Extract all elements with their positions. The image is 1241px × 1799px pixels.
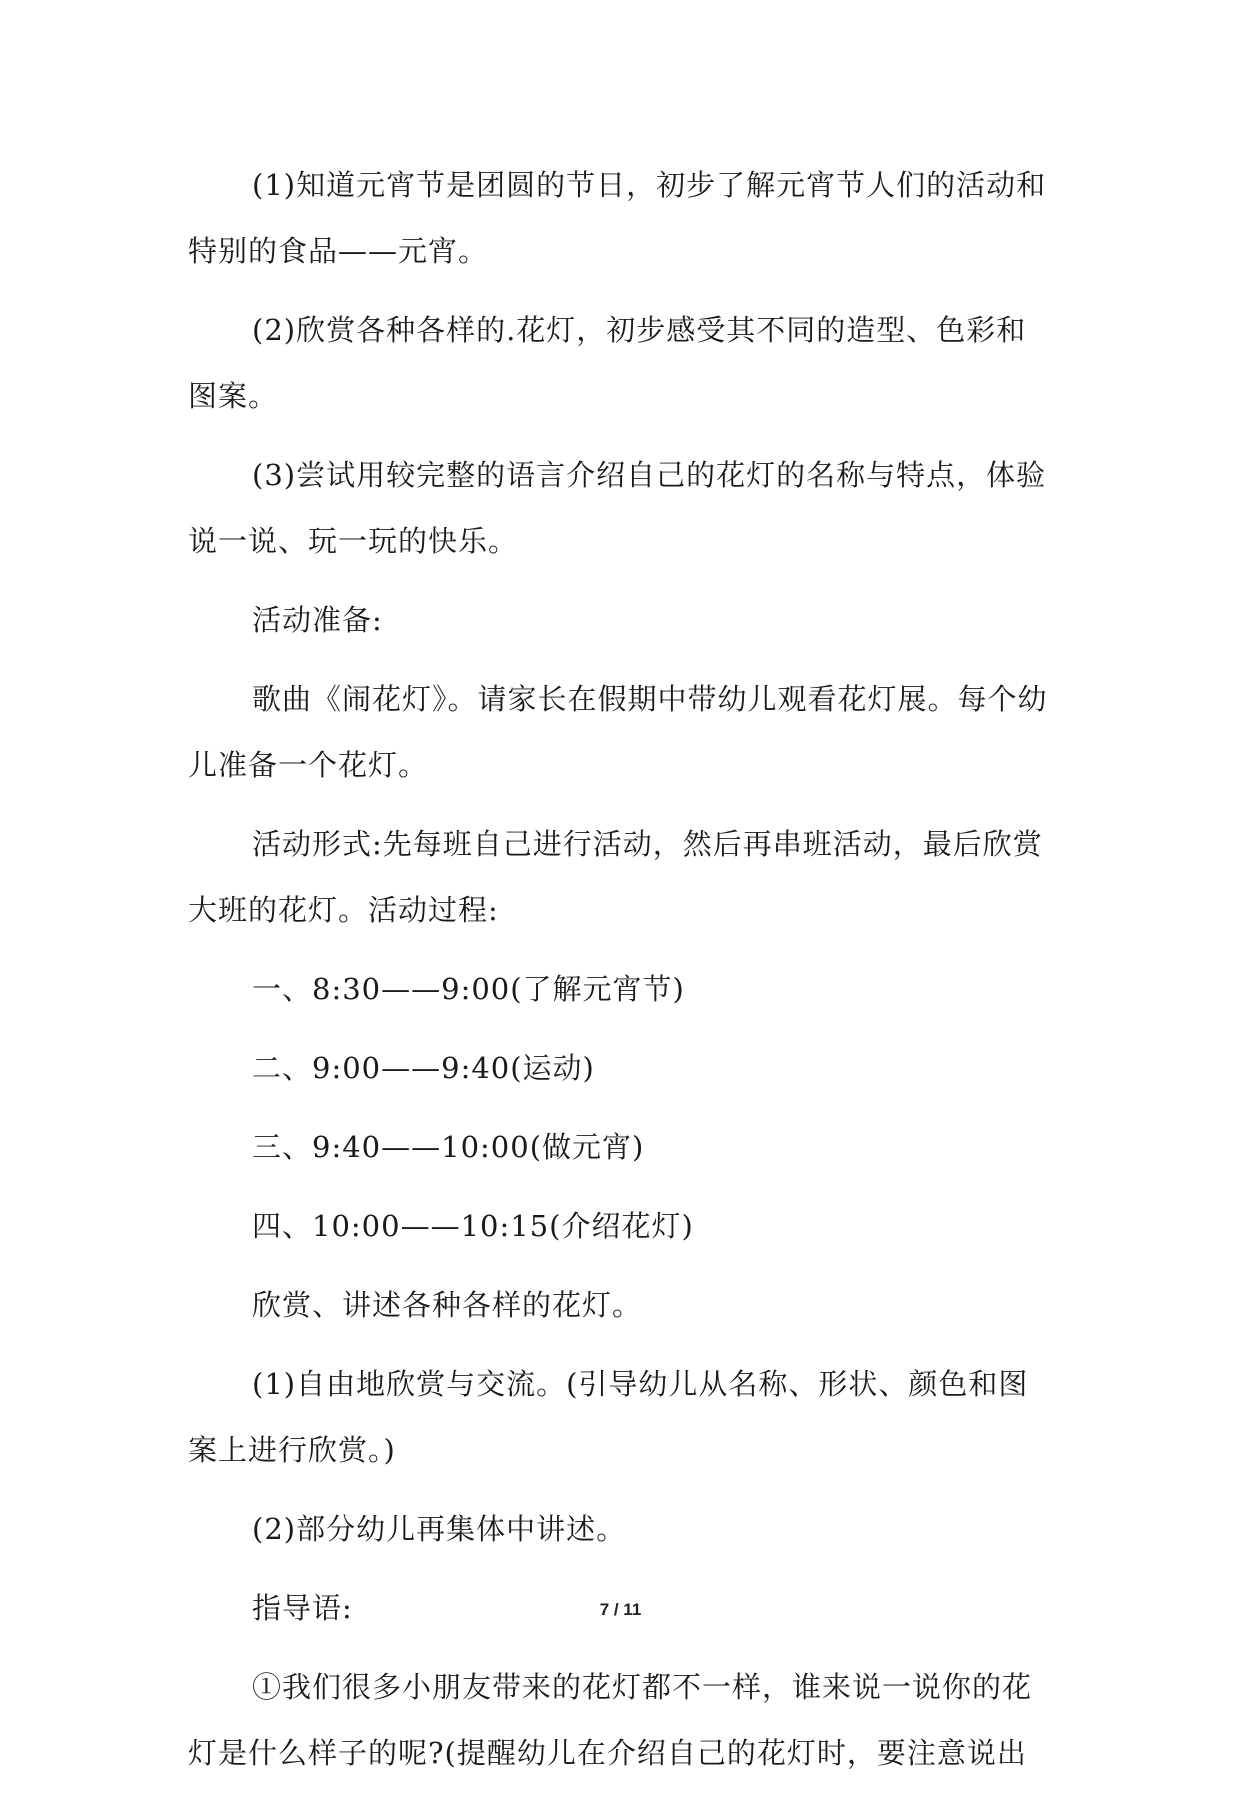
paragraph-goal-2: (2)欣赏各种各样的.花灯，初步感受其不同的造型、色彩和图案。 [188,313,1027,413]
paragraph-preparation: 歌曲《闹花灯》。请家长在假期中带幼儿观看花灯展。每个幼儿准备一个花灯。 [188,682,1048,782]
schedule-item-2: 二、9:00——9:40(运动) [252,1051,595,1085]
document-body [188,152,1056,1799]
schedule-item-1: 一、8:30——9:00(了解元宵节) [252,972,685,1006]
paragraph-preparation-heading: 活动准备: [252,603,383,637]
paragraph-goal-3: (3)尝试用较完整的语言介绍自己的花灯的名称与特点，体验说一说、玩一玩的快乐。 [188,458,1047,558]
paragraph-step-1: (1)自由地欣赏与交流。(引导幼儿从名称、形状、颜色和图案上进行欣赏。) [188,1367,1029,1467]
schedule-item-4: 四、10:00——10:15(介绍花灯) [252,1209,694,1243]
paragraph-activity-form: 活动形式:先每班自己进行活动，然后再串班活动，最后欣赏大班的花灯。活动过程: [188,827,1043,927]
paragraph-step-2: (2)部分幼儿再集体中讲述。 [252,1512,627,1546]
page-number: 7 / 11 [599,1600,642,1619]
paragraph-guidance-1: ①我们很多小朋友带来的花灯都不一样，谁来说一说你的花灯是什么样子的呢?(提醒幼儿在介绍自己的花灯时，要注意说出 [188,1670,1033,1770]
paragraph-goal-1: (1)知道元宵节是团圆的节日，初步了解元宵节人们的活动和特别的食品——元宵。 [188,168,1047,268]
paragraph-appreciation: 欣赏、讲述各种各样的花灯。 [252,1288,643,1322]
paragraph-guidance-heading: 指导语: [252,1591,353,1625]
schedule-item-3: 三、9:40——10:00(做元宵) [252,1130,645,1164]
